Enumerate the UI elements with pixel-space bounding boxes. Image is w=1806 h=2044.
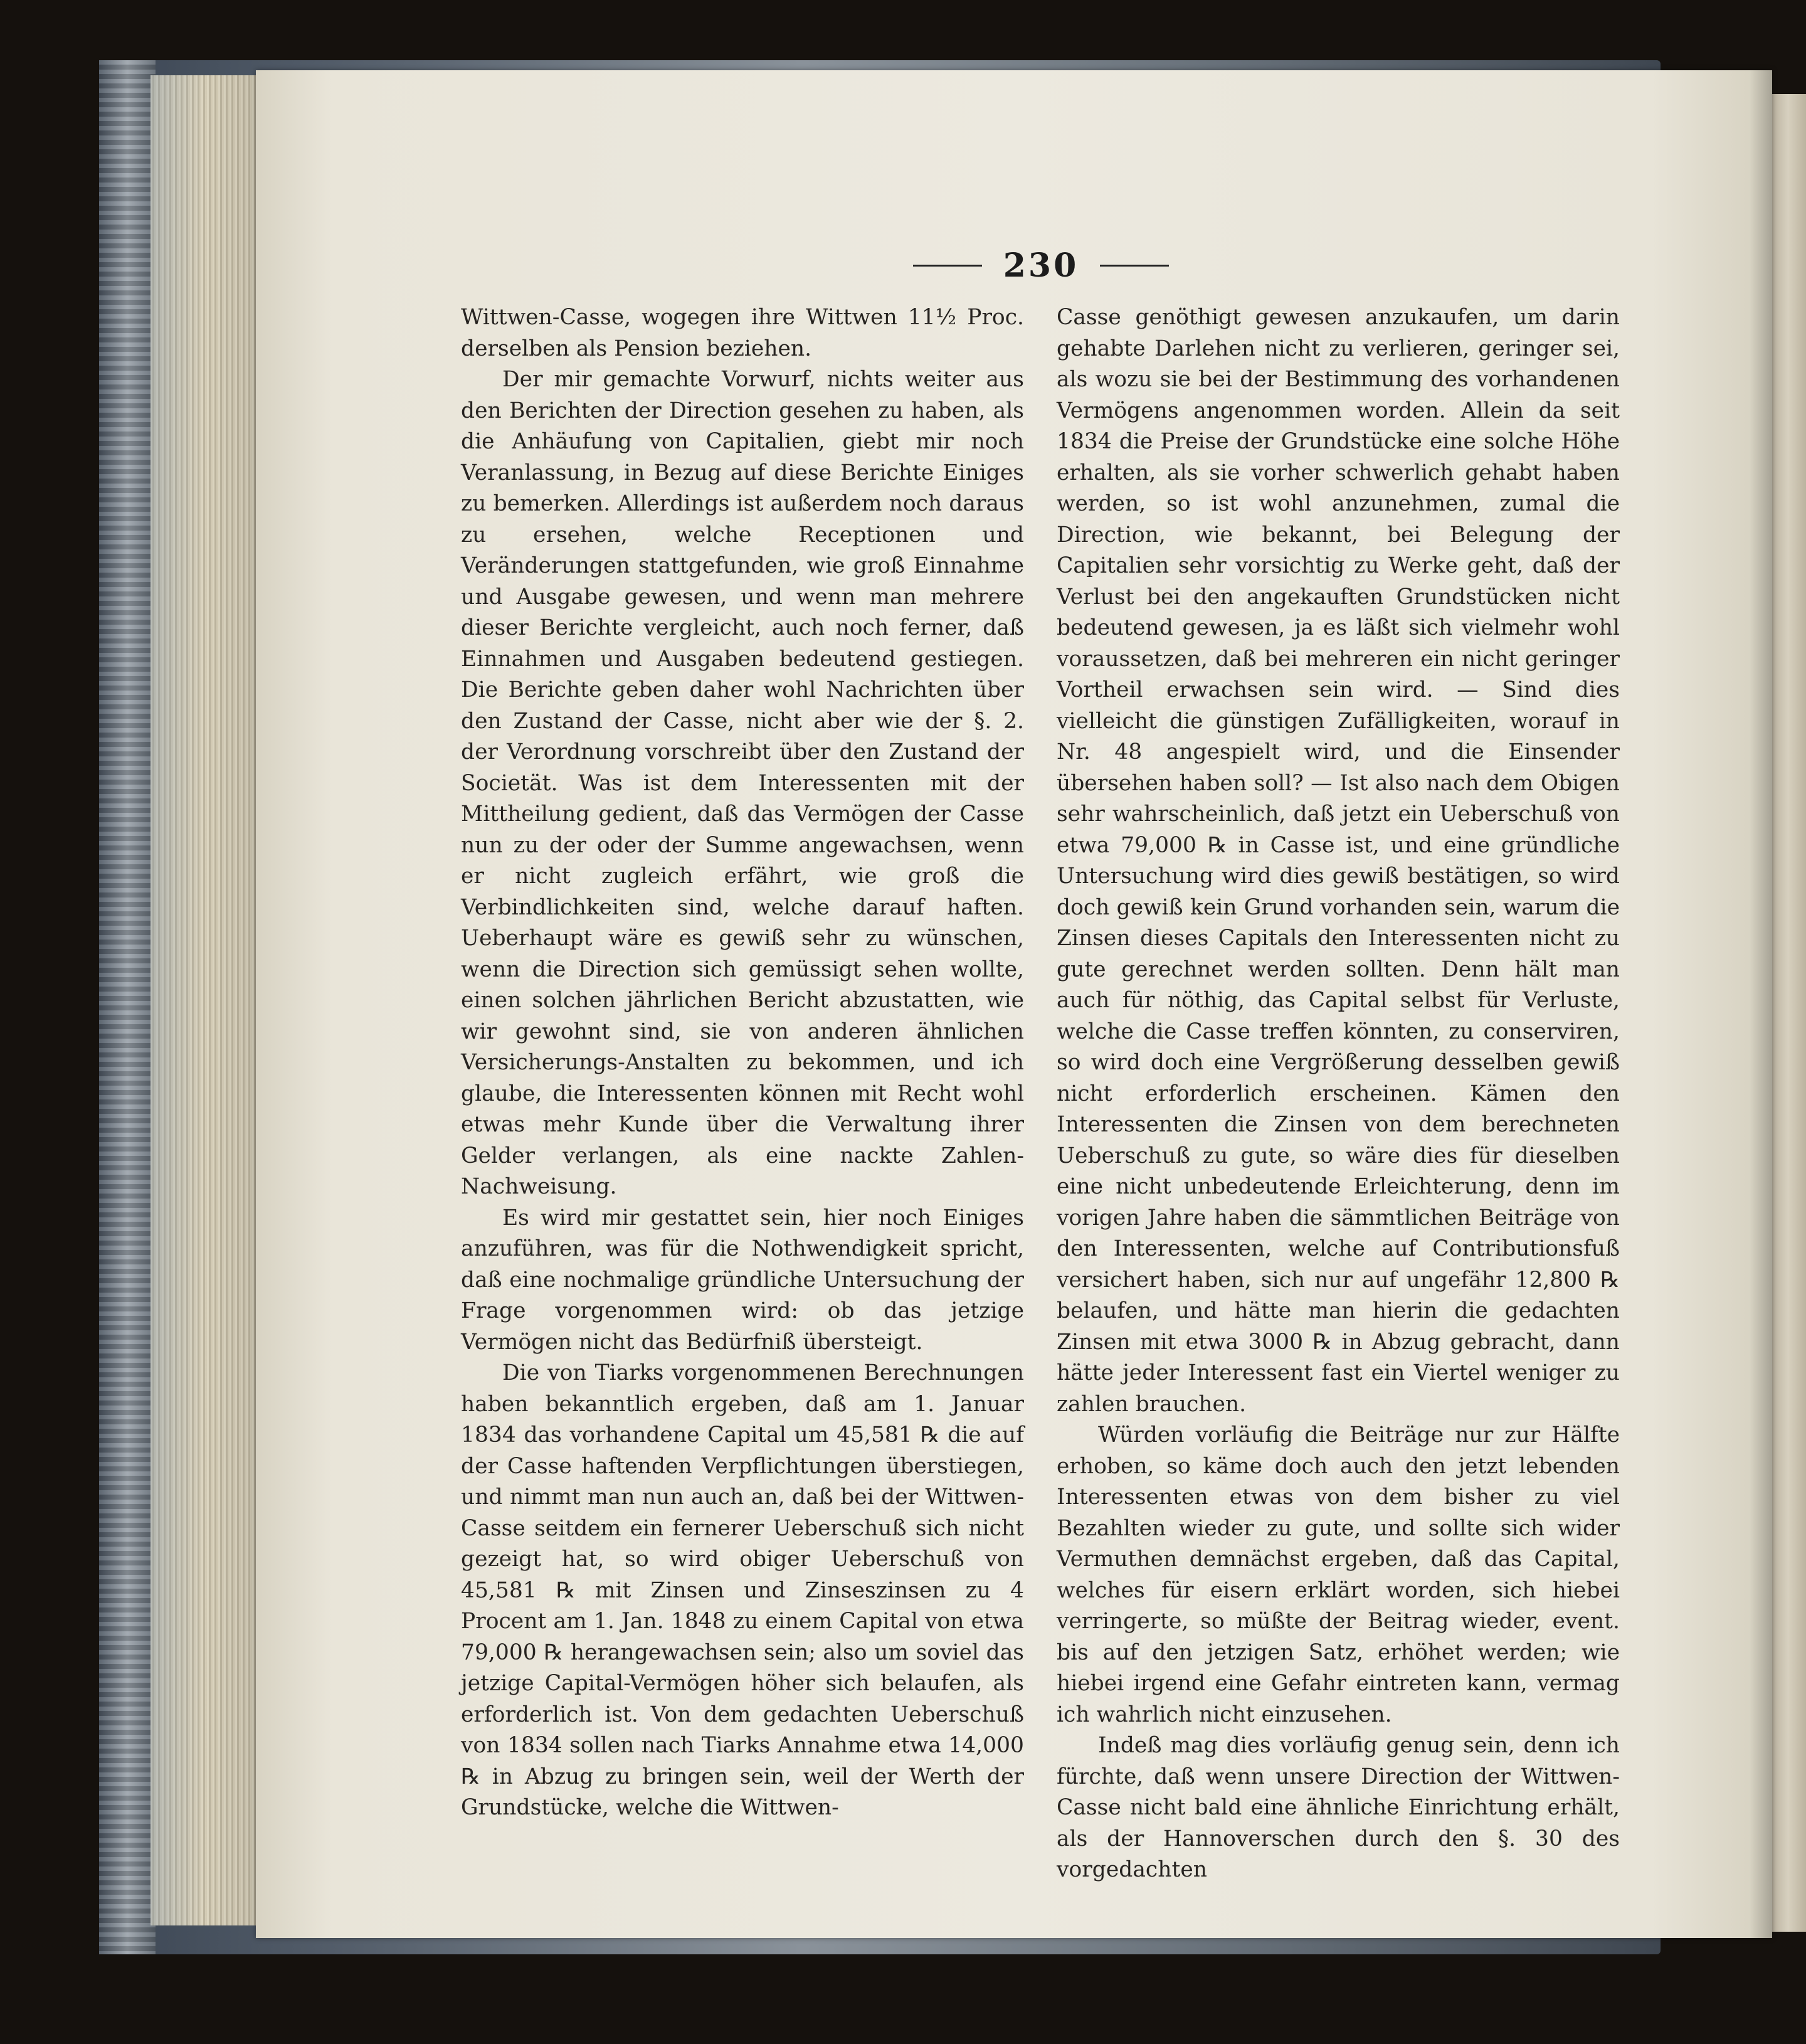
right-text-column xyxy=(1057,302,1620,1886)
paragraph: Indeß mag dies vorläufig genug sein, denn ich fürchte, daß wenn unsere Direction der Wittwen-Casse nicht bald eine ähnliche Einrichtung erhält, als der Hannoverschen durch den §. 30 des vorgedachten xyxy=(1057,1733,1620,1882)
paragraph: Würden vorläufig die Beiträge nur zur Hälfte erhoben, so käme doch auch den jetzt lebenden Interessenten etwas von dem bisher zu viel Bezahlten wieder zu gute, und sollte sich wider Vermuthen demnächst ergeben, daß das Capital, welches für eisern erklärt worden, sich hiebei verringerte, so müßte der Beitrag wieder, event. bis auf den jetzigen Satz, erhöhet werden; wie hiebei irgend eine Gefahr eintreten kann, vermag ich wahrlich nicht einzusehen. xyxy=(1057,1422,1620,1727)
page-header xyxy=(865,243,1217,287)
paragraph: Die von Tiarks vorgenommenen Berechnungen haben bekanntlich ergeben, daß am 1. Januar 1834 das vorhandene Capital um 45,581 ℞ die auf der Casse haftenden Verpflichtungen überstiegen, und nimmt man nun auch an, daß bei der Wittwen-Casse seitdem ein fernerer Ueberschuß sich nicht gezeigt hat, so wird obiger Ueberschuß von 45,581 ℞ mit Zinsen und Zinseszinsen zu 4 Procent am 1. Jan. 1848 zu einem Capital von etwa 79,000 ℞ herangewachsen sein; also um soviel das jetzige Capital-Vermögen höher sich belaufen, als erforderlich ist. Von dem gedachten Ueberschuß von 1834 sollen nach Tiarks Annahme etwa 14,000 ℞ in Abzug zu bringen sein, weil der Werth der Grundstücke, welche die Wittwen- xyxy=(461,1360,1024,1820)
page-gutter-shadow xyxy=(1750,70,1772,1938)
paragraph: Es wird mir gestattet sein, hier noch Einiges anzuführen, was für die Nothwendigkeit spricht, daß eine nochmalige gründliche Untersuchung der Frage vorgenommen wird: ob das jetzige Vermögen nicht das Bedürfniß übersteigt. xyxy=(461,1205,1024,1355)
page-number: 230 xyxy=(1003,246,1079,285)
header-rule-left xyxy=(913,265,982,267)
page-edges-shadow xyxy=(150,75,257,1925)
paragraph: Wittwen-Casse, wogegen ihre Wittwen 11½ Proc. derselben als Pension beziehen. xyxy=(461,305,1024,361)
header-rule-right xyxy=(1100,265,1169,267)
paragraph: Casse genöthigt gewesen anzukaufen, um darin gehabte Darlehen nicht zu verlieren, geringer sei, als wozu sie bei der Bestimmung des vorhandenen Vermögens angenommen worden. Allein da seit 1834 die Preise der Grundstücke eine solche Höhe erhalten, als sie vorher schwerlich gehabt haben werden, so ist wohl anzunehmen, zumal die Direction, wie bekannt, bei Belegung der Capitalien sehr vorsichtig zu Werke geht, daß der Verlust bei den angekauften Grundstücken nicht bedeutend gewesen, ja es läßt sich vielmehr wohl voraussetzen, daß bei mehreren ein nicht geringer Vortheil erwachsen sein wird. — Sind dies vielleicht die günstigen Zufälligkeiten, worauf in Nr. 48 angespielt wird, und die Einsender übersehen haben soll? — Ist also nach dem Obigen sehr wahrscheinlich, daß jetzt ein Ueberschuß von etwa 79,000 ℞ in Casse ist, und eine gründliche Untersuchung wird dies gewiß bestätigen, so wird doch gewiß kein Grund vorhanden sein, warum die Zinsen dieses Capitals den Interessenten nicht zu gute gerechnet werden sollten. Denn hält man auch für nöthig, das Capital selbst für Verluste, welche die Casse treffen könnten, zu conserviren, so wird doch eine Vergrößerung desselben gewiß nicht erforderlich erscheinen. Kämen den Interessenten die Zinsen von dem berechneten Ueberschuß zu gute, so wäre dies für dieselben eine nicht unbedeutende Erleichterung, denn im vorigen Jahre haben die sämmtlichen Beiträge von den Interessenten, welche auf Contributionsfuß versichert haben, sich nur auf ungefähr 12,800 ℞ belaufen, und hätte man hierin die gedachten Zinsen mit etwa 3000 ℞ in Abzug gebracht, dann hätte jeder Interessent fast ein Viertel weniger zu zahlen brauchen. xyxy=(1057,305,1620,1417)
left-text-column xyxy=(461,302,1024,1824)
book-spine-edge xyxy=(99,60,156,1954)
paragraph: Der mir gemachte Vorwurf, nichts weiter aus den Berichten der Direction gesehen zu haben, als die Anhäufung von Capitalien, giebt mir noch Veranlassung, in Bezug auf diese Berichte Einiges zu bemerken. Allerdings ist außerdem noch daraus zu ersehen, welche Receptionen und Veränderungen stattgefunden, wie groß Einnahme und Ausgabe gewesen, und wenn man mehrere dieser Berichte vergleicht, auch noch ferner, daß Einnahmen und Ausgaben bedeutend gestiegen. Die Berichte geben daher wohl Nachrichten über den Zustand der Casse, nicht aber wie der §. 2. der Verordnung vorschreibt über den Zustand der Societät. Was ist dem Interessenten mit der Mittheilung gedient, daß das Vermögen der Casse nun zu der oder der Summe angewachsen, wenn er nicht zugleich erfährt, wie groß die Verbindlichkeiten sind, welche darauf haften. Ueberhaupt wäre es gewiß sehr zu wünschen, wenn die Direction sich gemüssigt sehen wollte, einen solchen jährlichen Bericht abzustatten, wie wir gewohnt sind, sie von anderen ähnlichen Versicherungs-Anstalten zu bekommen, und ich glaube, die Interessenten können mit Recht wohl etwas mehr Kunde über die Verwaltung ihrer Gelder verlangen, als eine nackte Zahlen-Nachweisung. xyxy=(461,367,1024,1199)
